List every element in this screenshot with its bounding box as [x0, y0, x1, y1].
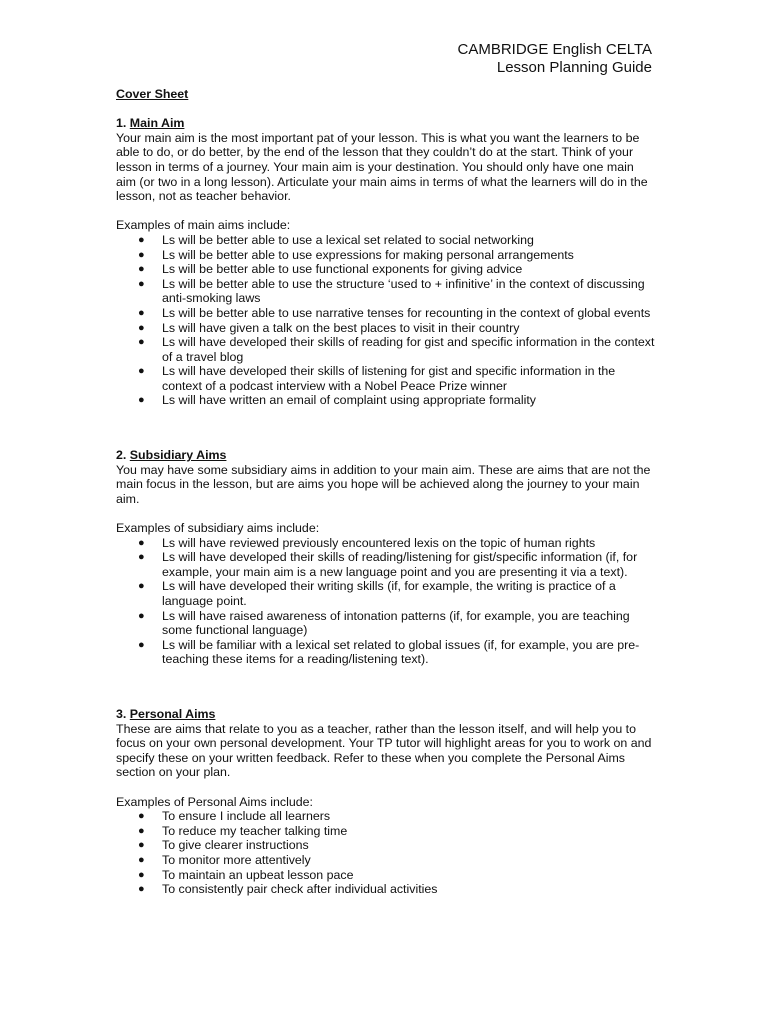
section-heading: [116, 707, 656, 722]
bullet-icon: ●: [138, 839, 145, 852]
bullet-icon: ●: [138, 551, 145, 564]
section-title: Personal Aims: [129, 706, 216, 721]
examples-intro: Examples of subsidiary aims include:: [116, 521, 320, 536]
section-heading: [116, 448, 656, 463]
bullet-icon: ●: [138, 394, 145, 407]
bullet-icon: ●: [138, 321, 145, 334]
document-body: [116, 87, 656, 897]
list-item: ● Ls will be better able to use expressions for making personal arrangements: [138, 247, 574, 262]
list-item: ● Ls will have raised awareness of intonation patterns (if, for example, you are teaching some functional language): [138, 608, 630, 638]
list-item: ● Ls will have developed their writing skills (if, for example, the writing is practice of a language point.: [138, 579, 616, 608]
bullet-icon: ●: [138, 277, 145, 290]
list-item: ● Ls will have developed their skills of reading for gist and specific information in the context of a travel blog: [138, 335, 655, 364]
bullet-icon: ●: [138, 638, 145, 651]
bullet-icon: ●: [138, 536, 145, 549]
bullet-icon: ●: [138, 306, 145, 319]
section-personal-aims: [116, 707, 656, 897]
bullet-icon: ●: [138, 336, 145, 349]
examples-intro: Examples of Personal Aims include:: [116, 794, 313, 809]
examples-intro: Examples of main aims include:: [116, 218, 291, 233]
section-paragraph: Your main aim is the most important pat of your lesson. This is what you want the learners to be able to do, or do better, by the end of the lesson that they couldn’t do at the start. Think of your lesson in terms of a journey. Your main aim is your destination. You should only have one main aim (or two in a long lesson). Articulate your main aims in terms of what the learners will do in the lesson, not as teacher behavior.: [116, 130, 648, 204]
list-item: ● To maintain an upbeat lesson pace: [138, 867, 354, 882]
section-title: Subsidiary Aims: [129, 448, 227, 463]
document-header: [458, 41, 653, 77]
list-item: ● Ls will be better able to use functional exponents for giving advice: [138, 262, 523, 277]
bullet-icon: ●: [138, 263, 145, 276]
section-paragraph: These are aims that relate to you as a teacher, rather than the lesson itself, and will help you to focus on your own personal development. Your TP tutor will highlight areas for you to work on and specify these on your written feedback. Refer to these when you complete the Personal Aims section on your plan.: [116, 721, 652, 780]
section-heading: [116, 116, 656, 131]
header-line-2: Lesson Planning Guide: [496, 59, 652, 76]
bullet-icon: ●: [138, 365, 145, 378]
examples-list: [116, 536, 656, 667]
list-item: ● Ls will be better able to use a lexical set related to social networking: [138, 232, 534, 247]
bullet-icon: ●: [138, 883, 145, 896]
header-line-1: CAMBRIDGE English CELTA: [457, 41, 652, 58]
list-item: ● Ls will have developed their skills of listening for gist and specific information in the context of a podcast interview with a Nobel Peace Prize winner: [138, 364, 616, 393]
list-item: ● Ls will have developed their skills of reading/listening for gist/specific information (if, for example, your main aim is a new language point and you are presenting it via a text).: [138, 550, 638, 579]
examples-list: [116, 809, 656, 897]
list-item: ● To consistently pair check after individual activities: [138, 882, 438, 897]
bullet-icon: ●: [138, 810, 145, 823]
list-item: ● To monitor more attentively: [138, 852, 311, 867]
bullet-icon: ●: [138, 853, 145, 866]
list-item: ● Ls will have given a talk on the best places to visit in their country: [138, 320, 520, 335]
bullet-icon: ●: [138, 868, 145, 881]
section-number: 2.: [116, 448, 127, 463]
section-title: Main Aim: [129, 116, 185, 131]
section-paragraph: You may have some subsidiary aims in addition to your main aim. These are aims that are not the main focus in the lesson, but are aims you hope will be achieved along the journey to your main aim.: [116, 462, 651, 506]
list-item: ● Ls will have reviewed previously encountered lexis on the topic of human rights: [138, 535, 596, 550]
list-item: ● To ensure I include all learners: [138, 809, 331, 824]
bullet-icon: ●: [138, 824, 145, 837]
examples-list: [116, 233, 656, 408]
section-number: 1.: [116, 116, 127, 131]
list-item: ● Ls will be better able to use narrative tenses for recounting in the context of global events: [138, 305, 651, 320]
list-item: ● Ls will have written an email of complaint using appropriate formality: [138, 393, 536, 408]
bullet-icon: ●: [138, 609, 145, 622]
bullet-icon: ●: [138, 248, 145, 261]
list-item: ● To give clearer instructions: [138, 838, 309, 853]
list-item: ● Ls will be better able to use the structure ‘used to + infinitive’ in the context of discussing anti-smoking laws: [138, 276, 645, 306]
section-number: 3.: [116, 706, 127, 721]
bullet-icon: ●: [138, 233, 145, 246]
section-subsidiary-aims: [116, 448, 656, 667]
bullet-icon: ●: [138, 580, 145, 593]
list-item: ● Ls will be familiar with a lexical set related to global issues (if, for example, you are pre-teaching these items for a reading/listening text).: [138, 637, 640, 667]
list-item: ● To reduce my teacher talking time: [138, 823, 348, 838]
section-main-aim: [116, 116, 656, 408]
cover-sheet-title: Cover Sheet: [116, 87, 189, 101]
